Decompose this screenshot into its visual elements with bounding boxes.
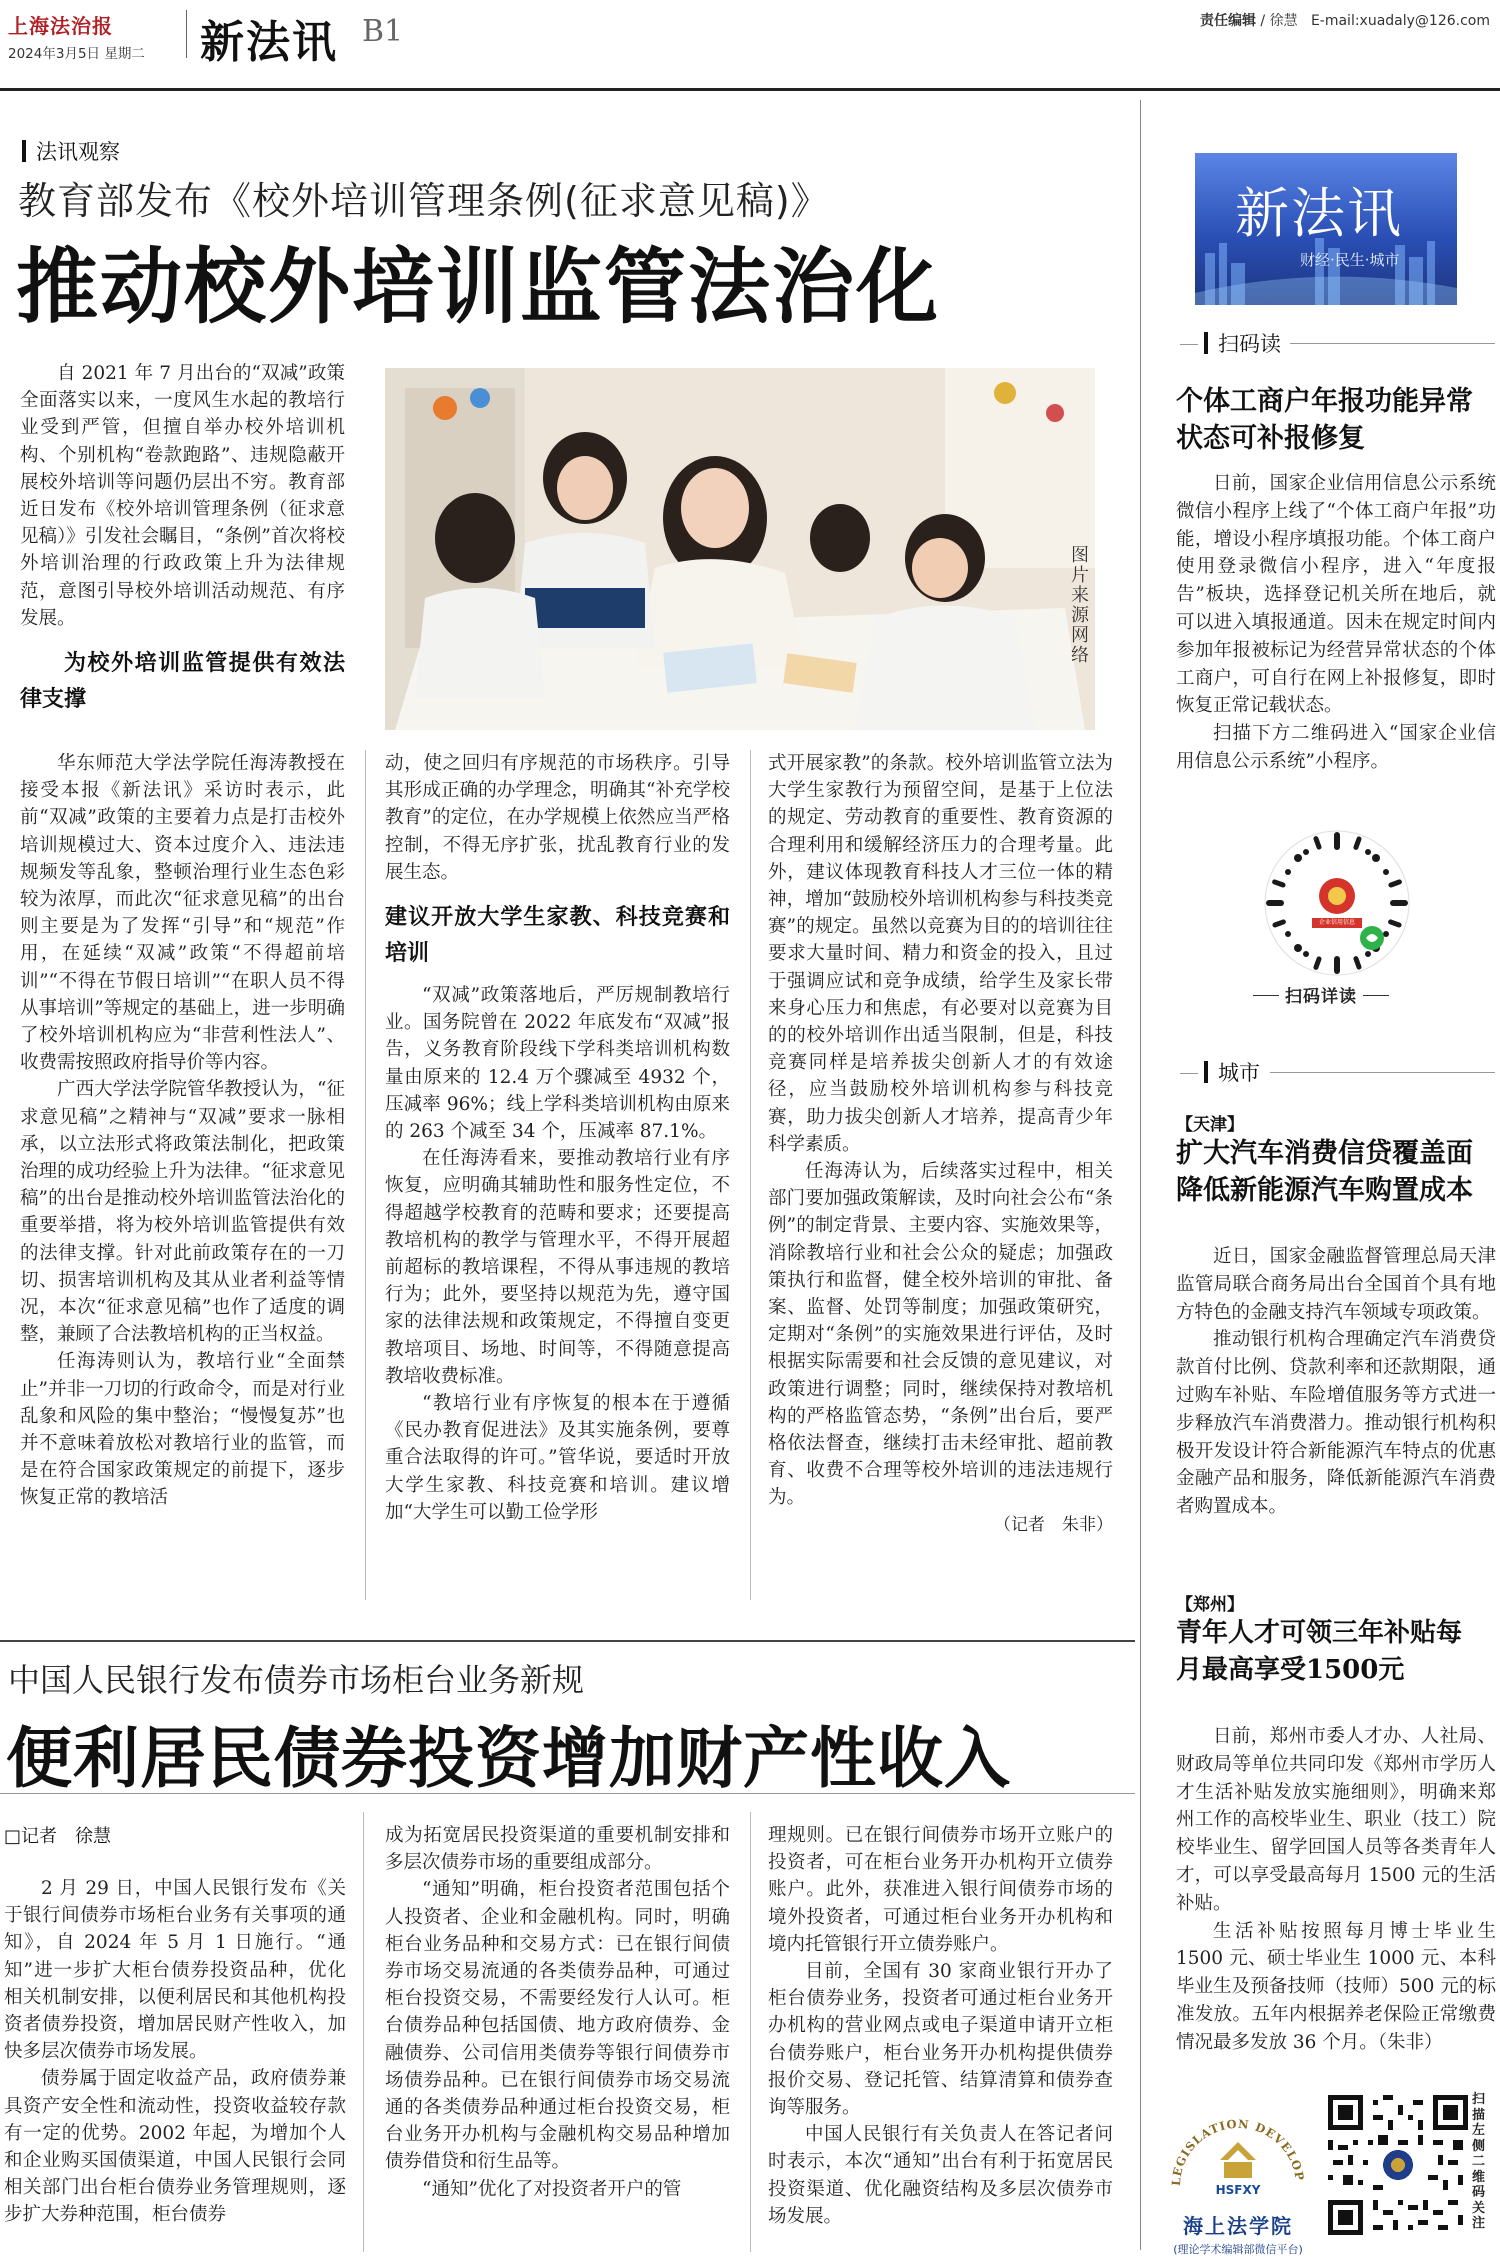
brand-subtitle: 财经·民生·城市 bbox=[1300, 251, 1400, 269]
scan-paragraph: 扫描下方二维码进入“国家企业信用信息公示系统”小程序。 bbox=[1176, 723, 1496, 772]
col-divider bbox=[750, 750, 751, 1600]
tag-bar bbox=[1204, 1061, 1208, 1083]
second-col-1 bbox=[4, 1875, 346, 2229]
scan-section-tag bbox=[1180, 328, 1281, 358]
editor-label: 责任编辑 bbox=[1199, 13, 1256, 29]
subhead-1: 为校外培训监管提供有效法律支撑 bbox=[20, 651, 345, 713]
zhengzhou-body bbox=[1176, 1723, 1496, 2057]
main-photo bbox=[385, 368, 1095, 730]
sidebar-divider bbox=[1140, 100, 1141, 2250]
main-kicker: 教育部发布《校外培训管理条例(征求意见稿)》 bbox=[18, 179, 830, 223]
tag-bar bbox=[1180, 344, 1198, 345]
editor-credit: 责任编辑 / 徐慧 E-mail:xuadaly@126.com bbox=[1199, 13, 1490, 29]
scan-headline: 个体工商户年报功能异常状态可补报修复 bbox=[1176, 386, 1473, 454]
qr-caption-text: 扫码详读 bbox=[1285, 987, 1357, 1007]
col2-paragraph: “双减”政策落地后，严厉规制教培行业。国务院曾在 2022 年底发布“双减”报告，义务教育阶段线下学科类培训机构数量由原来的 12.4 万个骤减至 4932 个，压减率 96%；线上学科类培训机构由原来的 263 个减至 34 个，压减率 87.1%。 bbox=[385, 985, 730, 1143]
city-tag-label: 城市 bbox=[1218, 1061, 1260, 1085]
qr-side-caption: 扫描左侧二维码关注 bbox=[1472, 2092, 1486, 2231]
page-code: B1 bbox=[362, 14, 404, 49]
scan-body bbox=[1176, 470, 1496, 776]
col2-paragraph: “教培行业有序恢复的根本在于遵循《民办教育促进法》及其实施条例，要尊重合法取得的许可。”管华说，要适时开放大学生家教、科技竞赛和培训。建议增加“大学生可以勤工俭学形 bbox=[385, 1393, 730, 1523]
city-section-tag bbox=[1180, 1057, 1260, 1087]
classroom-illustration bbox=[385, 368, 1095, 730]
section-title: 新法讯 bbox=[200, 17, 338, 68]
tag-bar bbox=[22, 140, 26, 162]
brand-panel bbox=[1195, 153, 1457, 305]
photo-credit: 图片来源网络 bbox=[1071, 545, 1089, 666]
col1-paragraph: 广西大学法学院管华教授认为，“征求意见稿”之精神与“双减”要求一脉相承，以立法形式将政策法制化，把政策治理的成功经验上升为法律。“征求意见稿”的出台是推动校外培训监管法治化的重要举措，将为校外培训监管提供有效的法律支撑。针对此前政策存在的一刀切、损害培训机构及其从业者利益等情况，本次“征求意见稿”也作了适度的调整，兼顾了合法教培机构的正当权益。 bbox=[20, 1079, 345, 1346]
qr-center-label: 企业信用信息 bbox=[1318, 919, 1355, 926]
main-tag-label: 法讯观察 bbox=[36, 140, 120, 164]
city-tag-rule bbox=[1270, 1072, 1495, 1073]
second-col2-paragraph: 成为拓宽居民投资渠道的重要机制安排和多层次债券市场的重要组成部分。 bbox=[385, 1825, 730, 1874]
subhead-2: 建议开放大学生家教、科技竞赛和培训 bbox=[385, 905, 730, 967]
col-divider bbox=[750, 1812, 751, 2252]
wechat-qr bbox=[1328, 2095, 1468, 2235]
second-col-3 bbox=[768, 1822, 1113, 2230]
tianjin-body bbox=[1176, 1243, 1496, 1521]
miniprogram-code-icon bbox=[1260, 826, 1414, 980]
paper-logo: 上海法治报 bbox=[8, 14, 113, 38]
tianjin-headline: 扩大汽车消费信贷覆盖面降低新能源汽车购置成本 bbox=[1176, 1138, 1473, 1206]
article-separator bbox=[0, 1640, 1135, 1642]
col1-paragraph: 华东师范大学法学院任海涛教授在接受本报《新法讯》采访时表示，此前“双减”政策的主要着力点是打击校外培训规模过大、资本过度介入、违法违规频发等乱象，整顿治理行业生态色彩较为浓厚，而此次“征求意见稿”的出台则主要是为了发挥“引导”和“规范”作用，在延续“双减”政策“不得超前培训”“不得在节假日培训”“在职人员不得从事培训”等规定的基础上，进一步明确了校外培训机构应为“非营利性法人”、收费需按照政府指导价等内容。 bbox=[20, 753, 345, 1074]
main-headline: 推动校外培训监管法治化 bbox=[16, 239, 941, 335]
scan-paragraph: 日前，国家企业信用信息公示系统微信小程序上线了“个体工商户年报”功能，增设小程序填报功能。个体工商户使用登录微信小程序，进入“年度报告”板块，选择登记机关所在地后，就可以进入填报通道。因未在规定时间内参加年报被标记为经营异常状态的个体工商户，可自行在网上补报修复，即时恢复正常记载状态。 bbox=[1176, 473, 1496, 717]
logo-subtitle: (理论学术编辑部微信平台) bbox=[1173, 2243, 1303, 2256]
logo-name: 海上法学院 bbox=[1183, 2214, 1293, 2238]
main-col-1 bbox=[20, 750, 345, 1512]
qr-caption-dash bbox=[1363, 995, 1389, 996]
main-section-tag bbox=[22, 136, 120, 166]
second-col-2 bbox=[385, 1822, 730, 2203]
second-col3-paragraph: 目前，全国有 30 家商业银行开办了柜台债券业务，投资者可通过柜台业务开办机构的营业网点或电子渠道申请开立柜台债券账户，柜台业务开办机构提供债券报价交易、登记托管、结算清算和债券查询等服务。 bbox=[768, 1961, 1113, 2119]
scan-tag-rule bbox=[1290, 343, 1495, 344]
main-intro bbox=[20, 360, 345, 728]
second-col1-paragraph: 债券属于固定收益产品，政府债券兼具资产安全性和流动性，投资收益较存款有一定的优势。2002 年起，为增加个人和企业购买国债渠道，中国人民银行会同相关部门出台柜台债券业务管理规则，逐步扩大券种范围，柜台债券 bbox=[4, 2068, 346, 2226]
col2-paragraph: 动，使之回归有序规范的市场秩序。引导其形成正确的办学理念，明确其“补充学校教育”的定位，在办学规模上依然应当严格控制，不得无序扩张，扰乱教育行业的发展生态。 bbox=[385, 753, 730, 883]
col2-paragraph: 在任海涛看来，要推动教培行业有序恢复，应明确其辅助性和服务性定位，不得超越学校教育的范畴和要求；还要提高教培机构的教学与管理水平，不得开展超前超标的教培课程，不得从事违规的教培行为；此外，要坚持以规范为先，遵守国家的法律法规和政策规定，不得擅自变更教培项目、场地、时间等，不得随意提高教培收费标准。 bbox=[385, 1148, 730, 1387]
second-col2-paragraph: “通知”优化了对投资者开户的管 bbox=[422, 2178, 682, 2200]
zhengzhou-tag: 【郑州】 bbox=[1176, 1595, 1244, 1615]
col-divider bbox=[365, 750, 366, 1600]
law-school-emblem-icon bbox=[1158, 2090, 1318, 2210]
second-col2-paragraph: “通知”明确，柜台投资者范围包括个人投资者、企业和金融机构。同时，明确柜台业务品种和交易方式：已在银行间债券市场交易流通的各类债券品种，可通过柜台投资交易，不需要经发行人认可。柜台债券品种包括国债、地方政府债券、金融债券、公司信用类债券等银行间债券市场债券品种。已在银行间债券市场交易流通的各类债券品种通过柜台投资交易，柜台业务开办机构与金融机构交易品种增加债券借贷和衍生品等。 bbox=[385, 1879, 730, 2173]
law-school-logo bbox=[1158, 2090, 1318, 2256]
scan-tag-label: 扫码读 bbox=[1218, 332, 1281, 356]
col-divider bbox=[363, 1812, 364, 2252]
intro-paragraph: 自 2021 年 7 月出台的“双减”政策全面落实以来，一度风生水起的教培行业受到严管，但擅自举办校外培训机构、个别机构“卷款跑路”、违规隐蔽开展校外培训等问题仍层出不穷。教育部近日发布《校外培训管理条例（征求意见稿）》引发社会瞩目，“条例”首次将校外培训治理的行政政策上升为法律规范，意图引导校外培训活动规范、有序发展。 bbox=[20, 363, 345, 629]
col1-paragraph: 任海涛则认为，教培行业“全面禁止”并非一刀切的行政命令，而是对行业乱象和风险的集中整治；“慢慢复苏”也并不意味着放松对教培行业的监管，而是在符合国家政策规定的前提下，逐步恢复正常的教培活 bbox=[20, 1351, 345, 1509]
tianjin-tag: 【天津】 bbox=[1176, 1115, 1244, 1135]
second-head-rule bbox=[0, 1793, 1135, 1794]
main-col-2 bbox=[385, 750, 730, 1526]
tag-bar bbox=[1180, 1073, 1198, 1074]
masthead-divider bbox=[186, 10, 187, 58]
masthead-rule bbox=[0, 88, 1500, 91]
tianjin-paragraph: 推动银行机构合理确定汽车消费贷款首付比例、贷款利率和还款期限，通过购车补贴、车险增值服务等方式进一步释放汽车消费潜力。推动银行机构积极开发设计符合新能源汽车特点的优惠金融产品和服务，降低新能源汽车消费者购置成本。 bbox=[1176, 1329, 1496, 1518]
tianjin-block bbox=[1176, 1110, 1496, 1521]
zhengzhou-paragraph: 日前，郑州市委人才办、人社局、财政局等单位共同印发《郑州市学历人才生活补贴发放实施细则》，明确来郑州工作的高校毕业生、职业（技工）院校毕业生、留学回国人员等各类青年人才，可以享受最高每月 1500 元的生活补贴。 bbox=[1176, 1726, 1496, 1914]
tianjin-paragraph: 近日，国家金融监督管理总局天津监管局联合商务局出台全国首个具有地方特色的金融支持汽车领域专项政策。 bbox=[1176, 1246, 1496, 1323]
editor-email: E-mail:xuadaly@126.com bbox=[1310, 13, 1490, 29]
second-headline: 便利居民债券投资增加财产性收入 bbox=[6, 1719, 1011, 1797]
second-col3-paragraph: 理规则。已在银行间债券市场开立账户的投资者，可在柜台业务开办机构开立债券账户。此外，获准进入银行间债券市场的境外投资者，可通过柜台业务开办机构和境内托管银行开立债券账户。 bbox=[768, 1825, 1113, 1955]
qr-caption-dash bbox=[1253, 995, 1279, 996]
miniprogram-qr bbox=[1260, 826, 1414, 980]
col3-paragraph: 式开展家教”的条款。校外培训监管立法为大学生家教行为预留空间，是基于上位法的规定、劳动教育的重要性、教育资源的合理利用和缓解经济压力的合理考量。此外，建议体现教育科技人才三位一体的精神，增加“鼓励校外培训机构参与科技类竞赛”的规定。虽然以竞赛为目的的培训往往要求大量时间、精力和资金的投入，且过于强调应试和竞争成绩，给学生及家长带来身心压力和焦虑，有必要对以竞赛为目的的校外培训作出适当限制，但是，科技竞赛同样是培养拔尖创新人才的有效途径，应当鼓励校外培训机构参与科技竞赛，助力拔尖创新人才培养，提高青少年科学素质。 bbox=[768, 753, 1113, 1155]
issue-date: 2024年3月5日 星期二 bbox=[8, 46, 145, 62]
main-col-3 bbox=[768, 750, 1113, 1539]
tag-bar bbox=[1204, 332, 1208, 354]
second-col3-paragraph: 中国人民银行有关负责人在答记者问时表示，本次“通知”出台有利于拓宽居民投资渠道、优化融资结构及多层次债券市场发展。 bbox=[768, 2124, 1113, 2227]
wechat-qr-icon bbox=[1328, 2095, 1468, 2235]
logo-arc-text: LEGISLATION DEVELOP bbox=[1168, 2116, 1307, 2187]
editor-name: 徐慧 bbox=[1269, 13, 1298, 29]
main-byline: （记者 朱非） bbox=[994, 1514, 1113, 1535]
logo-abbr: HSFXY bbox=[1215, 2183, 1261, 2197]
second-col1-paragraph: 2 月 29 日，中国人民银行发布《关于银行间债券市场柜台业务有关事项的通知》，自 2024 年 5 月 1 日施行。“通知”进一步扩大柜台债券投资品种，优化相关机制安排，以便利居民和其他机构投资者债券投资，增加居民财产性收入，加快多层次债券市场发展。 bbox=[4, 1878, 346, 2063]
col3-paragraph: 任海涛认为，后续落实过程中，相关部门要加强政策解读，及时向社会公布“条例”的制定背景、主要内容、实施效果等，消除教培行业和社会公众的疑虑；加强政策执行和监督，健全校外培训的审批、备案、监督、处罚等制度；加强政策研究，定期对“条例”的实施效果进行评估，及时根据实际需要和社会反馈的意见建议，对政策进行调整；同时，继续保持对教培机构的严格监管态势，“条例”出台后，要严格依法督查，继续打击未经审批、超前教育、收费不合理等校外培训的违法违规行为。 bbox=[768, 1161, 1113, 1509]
brand-title: 新法讯 bbox=[1235, 182, 1403, 245]
second-kicker: 中国人民银行发布债券市场柜台业务新规 bbox=[8, 1661, 585, 1699]
zhengzhou-block bbox=[1176, 1590, 1496, 2057]
second-byline: □记者 徐慧 bbox=[4, 1826, 112, 1847]
zhengzhou-headline: 青年人才可领三年补贴每月最高享受1500元 bbox=[1176, 1618, 1463, 1685]
zhengzhou-paragraph: 生活补贴按照每月博士毕业生 1500 元、硕士毕业生 1000 元、本科毕业生及预备技师（技师）500 元的标准发放。五年内根据养老保险正常缴费情况最多发放 36 个月。（朱非） bbox=[1176, 1920, 1496, 2053]
qr-caption bbox=[1253, 982, 1389, 1007]
